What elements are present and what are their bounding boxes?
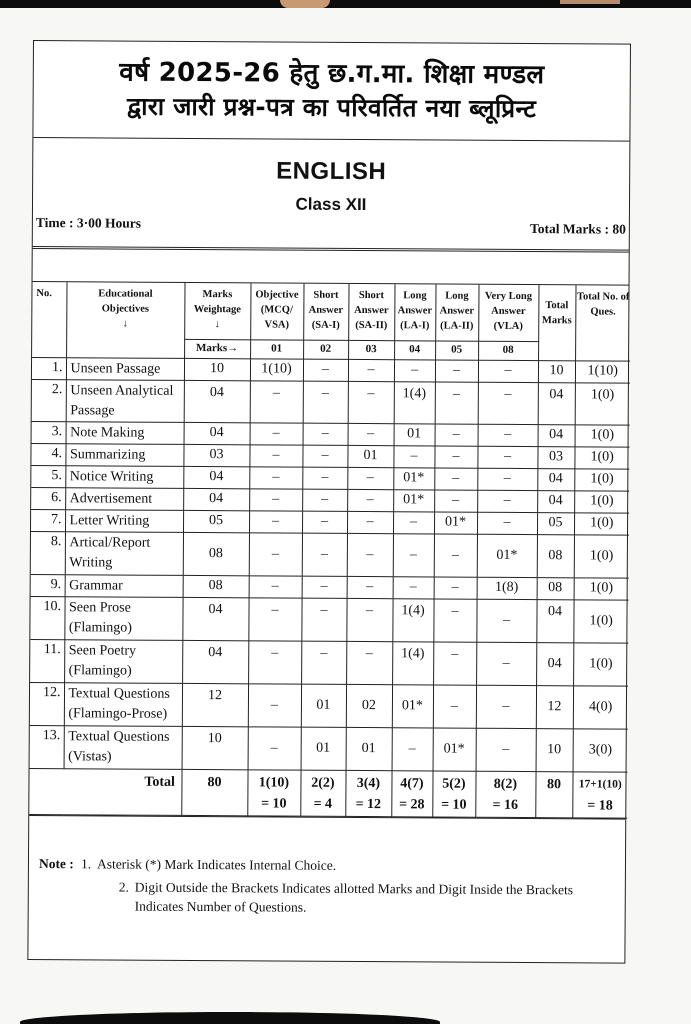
row-sa2: – <box>347 511 393 533</box>
row-la2: – <box>434 445 477 467</box>
row-la2: – <box>435 381 478 423</box>
note-label: Note : <box>38 855 74 871</box>
row-mcq: 1(10) <box>250 358 303 380</box>
note-text: Asterisk (*) Mark Indicates Internal Choice. <box>96 855 337 873</box>
row-mcq: – <box>248 726 301 769</box>
row-objective: Letter Writing <box>65 509 183 532</box>
total-sa1-marks: = 4 <box>313 796 333 812</box>
row-la2: – <box>435 359 478 381</box>
row-total: 03 <box>537 446 574 468</box>
row-vla: – <box>478 424 538 446</box>
total-weightage: 80 <box>181 769 247 815</box>
row-total: 10 <box>538 360 575 382</box>
col-total-ques: Total No. of Ques. <box>575 285 630 360</box>
row-vla: – <box>476 642 536 685</box>
row-la1: 01* <box>393 467 434 489</box>
row-ques: 1(0) <box>573 642 628 685</box>
row-sa2: 02 <box>346 684 392 727</box>
row-sa1: – <box>301 598 346 641</box>
total-mcq-marks: = 10 <box>261 795 287 812</box>
row-sa2: – <box>348 359 394 381</box>
total-marks: 80 <box>535 771 572 817</box>
table-row <box>31 465 629 491</box>
row-ques: 1(0) <box>575 382 630 424</box>
row-ques: 1(10) <box>575 360 630 382</box>
total-la1-marks: = 28 <box>399 796 425 812</box>
row-sa1: 01 <box>301 684 346 727</box>
row-sa1: – <box>302 467 347 489</box>
col-total-marks: Total Marks <box>538 285 575 360</box>
total-mcq <box>247 769 300 815</box>
row-weightage: 04 <box>184 380 250 422</box>
marks-la2: 05 <box>435 340 478 359</box>
row-total: 08 <box>537 577 574 599</box>
note-item <box>81 877 625 918</box>
col-objective-mcq: Objective (MCQ/ VSA) <box>250 283 303 339</box>
row-no: 11. <box>30 639 64 682</box>
finger-shadow <box>280 0 330 8</box>
row-no: 6. <box>31 487 65 509</box>
row-ques: 1(0) <box>575 424 630 446</box>
row-total: 04 <box>538 382 575 424</box>
col-vla: Very Long Answer (VLA) <box>478 285 538 341</box>
row-ques: 1(0) <box>574 468 629 490</box>
total-la1 <box>391 770 432 816</box>
row-weightage: 08 <box>183 532 249 575</box>
row-la1: 01 <box>394 423 435 445</box>
row-sa2: – <box>347 533 393 576</box>
row-objective: Seen Poetry (Flamingo) <box>64 639 182 683</box>
row-ques: 1(0) <box>574 490 629 512</box>
row-la1: 01* <box>392 684 433 727</box>
row-la2: – <box>435 423 478 445</box>
row-sa2: 01 <box>347 445 393 467</box>
total-vla-marks: = 16 <box>492 797 519 813</box>
row-weightage: 03 <box>183 444 249 466</box>
row-no: 13. <box>30 725 64 768</box>
col-sa1: Short Answer (SA-I) <box>303 284 348 340</box>
total-sa1-count: 2(2) <box>311 775 335 791</box>
row-la2: – <box>433 598 476 641</box>
row-total: 04 <box>538 424 575 446</box>
down-arrow-icon: ↓ <box>214 319 220 331</box>
table-row <box>31 574 629 600</box>
row-la2: – <box>433 684 476 727</box>
row-sa2: – <box>347 489 393 511</box>
row-mcq: – <box>249 444 302 466</box>
row-mcq: – <box>249 575 302 597</box>
row-sa2: – <box>347 467 393 489</box>
total-vla <box>475 771 535 817</box>
row-mcq: – <box>249 466 302 488</box>
total-ques-formula: 17+1(10) <box>578 777 622 791</box>
note-text: Digit Outside the Brackets Indicates allotted Marks and Digit Inside the Brackets Indicates Number of Questions. <box>134 879 574 915</box>
row-ques: 3(0) <box>573 728 628 771</box>
note-number: 2. <box>118 879 130 895</box>
row-sa2: – <box>346 598 392 641</box>
row-sa1: – <box>302 576 347 598</box>
photo-edge-bottom <box>20 1012 440 1024</box>
row-la2: 01* <box>433 727 476 770</box>
row-sa2: 01 <box>346 727 392 770</box>
row-no: 5. <box>31 465 65 487</box>
col-no: No. <box>32 282 66 357</box>
col-la1: Long Answer (LA-I) <box>394 284 435 340</box>
table-row <box>32 421 630 447</box>
note-list <box>81 854 625 922</box>
row-mcq: – <box>249 532 302 575</box>
col-sa2: Short Answer (SA-II) <box>348 284 394 340</box>
row-weightage: 04 <box>182 597 248 640</box>
row-no: 10. <box>30 596 64 639</box>
row-objective: Textual Questions (Flamingo-Prose) <box>64 682 182 726</box>
total-row <box>29 768 627 818</box>
row-mcq: – <box>248 640 301 683</box>
marks-row-label: Marks→ <box>184 339 250 358</box>
total-ques <box>572 771 627 817</box>
row-no: 2. <box>32 379 66 421</box>
row-la1: 01* <box>393 489 434 511</box>
row-ques: 1(0) <box>573 599 628 642</box>
row-total: 04 <box>536 599 573 642</box>
total-la2-count: 5(2) <box>442 776 466 792</box>
row-weightage: 04 <box>183 466 249 488</box>
row-weightage: 04 <box>182 640 248 683</box>
row-objective: Unseen Analytical Passage <box>66 379 184 422</box>
row-vla: – <box>477 490 537 512</box>
total-sa2-count: 3(4) <box>356 775 381 791</box>
total-marks-label: Total Marks : 80 <box>529 221 626 237</box>
table-row <box>32 379 630 425</box>
table-row <box>30 639 628 686</box>
table-row <box>31 443 629 469</box>
total-la2 <box>432 770 475 816</box>
row-la1: 1(4) <box>394 381 435 423</box>
row-la1: – <box>392 727 433 770</box>
row-vla: – <box>478 382 538 424</box>
row-sa2: – <box>348 381 394 423</box>
table-row <box>30 596 628 643</box>
row-mcq: – <box>249 510 302 532</box>
row-ques: 1(0) <box>574 534 629 577</box>
row-la1: – <box>393 576 434 598</box>
row-no: 4. <box>31 443 65 465</box>
row-mcq: – <box>248 683 301 726</box>
table-row <box>32 357 630 383</box>
row-weightage: 05 <box>183 510 249 532</box>
col-la2: Long Answer (LA-II) <box>435 284 478 340</box>
row-vla: – <box>476 728 536 771</box>
table-row <box>31 531 629 578</box>
total-sa2 <box>345 770 391 816</box>
col-weightage-label: Marks Weightage <box>193 289 242 316</box>
header-row <box>32 282 630 342</box>
row-sa2: – <box>348 423 394 445</box>
notes <box>39 854 625 923</box>
row-objective: Notice Writing <box>65 465 183 488</box>
row-ques: 1(0) <box>574 446 629 468</box>
total-ques-value: = 18 <box>587 797 613 814</box>
row-la1: – <box>393 511 434 533</box>
subject-title: ENGLISH <box>276 157 387 186</box>
row-no: 7. <box>31 509 65 531</box>
time-label: Time : 3·00 Hours <box>35 215 142 231</box>
row-objective: Seen Prose (Flamingo) <box>64 596 182 640</box>
row-la1: 1(4) <box>392 598 433 641</box>
row-no: 8. <box>31 531 65 574</box>
row-la1: – <box>394 359 435 381</box>
row-ques: 1(0) <box>574 577 629 599</box>
row-total: 08 <box>537 534 574 577</box>
row-sa1: – <box>302 511 347 533</box>
row-vla: – <box>477 512 537 534</box>
row-weightage: 10 <box>182 726 248 769</box>
row-vla: – <box>477 446 537 468</box>
row-sa1: – <box>303 359 348 381</box>
row-weightage: 04 <box>183 488 249 510</box>
hindi-heading-line-1: वर्ष 2025-26 हेतु छ.ग.मा. शिक्षा मण्डल <box>119 57 545 91</box>
row-objective: Advertisement <box>65 487 183 510</box>
row-weightage: 12 <box>182 683 248 726</box>
row-total: 04 <box>537 490 574 512</box>
row-weightage: 10 <box>184 358 250 380</box>
total-mcq-count: 1(10) <box>258 774 290 791</box>
photo-edge-top <box>0 0 691 8</box>
row-la1: – <box>393 533 434 576</box>
spacer-row <box>33 249 629 286</box>
note-number: 1. <box>80 855 92 871</box>
row-no: 1. <box>32 357 66 379</box>
row-ques: 1(0) <box>574 512 629 534</box>
total-sa2-marks: = 12 <box>355 796 382 812</box>
col-objectives <box>66 282 184 358</box>
row-mcq: – <box>250 422 303 444</box>
marks-objective: 01 <box>250 339 303 358</box>
notes-section <box>29 814 626 922</box>
row-no: 9. <box>31 574 65 596</box>
row-sa1: – <box>302 445 347 467</box>
row-ques: 4(0) <box>573 685 628 728</box>
row-vla: 01* <box>477 534 537 577</box>
table-row <box>31 509 629 535</box>
row-la2: – <box>434 576 477 598</box>
row-la2: – <box>434 533 477 576</box>
note-item <box>81 854 625 876</box>
row-sa2: – <box>346 641 392 684</box>
row-sa1: – <box>303 423 348 445</box>
table-row <box>31 487 629 513</box>
row-total: 05 <box>537 512 574 534</box>
row-vla: – <box>477 468 537 490</box>
total-la2-marks: = 10 <box>441 797 467 813</box>
table-row <box>30 725 628 772</box>
row-objective: Unseen Passage <box>66 357 184 380</box>
row-total: 10 <box>536 728 573 771</box>
row-sa1: – <box>303 381 348 423</box>
row-sa1: – <box>302 533 347 576</box>
row-mcq: – <box>250 380 303 422</box>
down-arrow-icon: ↓ <box>122 318 128 330</box>
total-label: Total <box>29 768 181 815</box>
row-sa2: – <box>347 576 393 598</box>
hindi-heading <box>33 41 630 142</box>
blueprint-table <box>29 282 630 818</box>
title-block <box>33 138 630 253</box>
row-total: 12 <box>536 685 573 728</box>
row-vla: 1(8) <box>477 577 537 599</box>
row-no: 3. <box>32 421 66 443</box>
row-la1: 1(4) <box>392 641 433 684</box>
row-weightage: 04 <box>184 422 250 444</box>
total-vla-count: 8(2) <box>493 776 518 792</box>
row-vla: – <box>478 360 538 382</box>
marks-sa2: 03 <box>348 340 394 359</box>
class-label: Class XII <box>295 194 367 215</box>
total-la1-count: 4(7) <box>400 775 424 791</box>
row-vla: – <box>476 599 536 642</box>
row-objective: Textual Questions (Vistas) <box>64 725 182 769</box>
col-weightage <box>184 283 250 339</box>
row-la2: – <box>434 489 477 511</box>
row-mcq: – <box>249 488 302 510</box>
row-sa1: – <box>301 641 346 684</box>
blueprint-page <box>27 40 631 964</box>
table-row <box>30 682 628 729</box>
row-objective: Artical/Report Writing <box>65 531 183 575</box>
row-sa1: – <box>302 489 347 511</box>
row-sa1: 01 <box>301 727 346 770</box>
col-objectives-label: Educational Objectives <box>98 288 153 315</box>
row-la2: – <box>433 641 476 684</box>
row-total: 04 <box>537 468 574 490</box>
marks-vla: 08 <box>478 341 538 360</box>
row-la2: – <box>434 467 477 489</box>
row-objective: Summarizing <box>65 443 183 466</box>
row-weightage: 08 <box>183 575 249 597</box>
marks-la1: 04 <box>394 340 435 359</box>
row-objective: Grammar <box>65 574 183 597</box>
row-no: 12. <box>30 682 64 725</box>
row-total: 04 <box>536 642 573 685</box>
row-la1: – <box>393 445 434 467</box>
row-objective: Note Making <box>66 421 184 444</box>
hindi-heading-line-2: द्वारा जारी प्रश्न-पत्र का परिवर्तित नया ब्लूप्रिन्ट <box>126 91 537 124</box>
row-vla: – <box>476 685 536 728</box>
row-mcq: – <box>248 597 301 640</box>
row-la2: 01* <box>434 511 477 533</box>
marks-sa1: 02 <box>303 340 348 359</box>
finger-shadow <box>560 0 620 4</box>
total-sa1 <box>300 770 345 816</box>
